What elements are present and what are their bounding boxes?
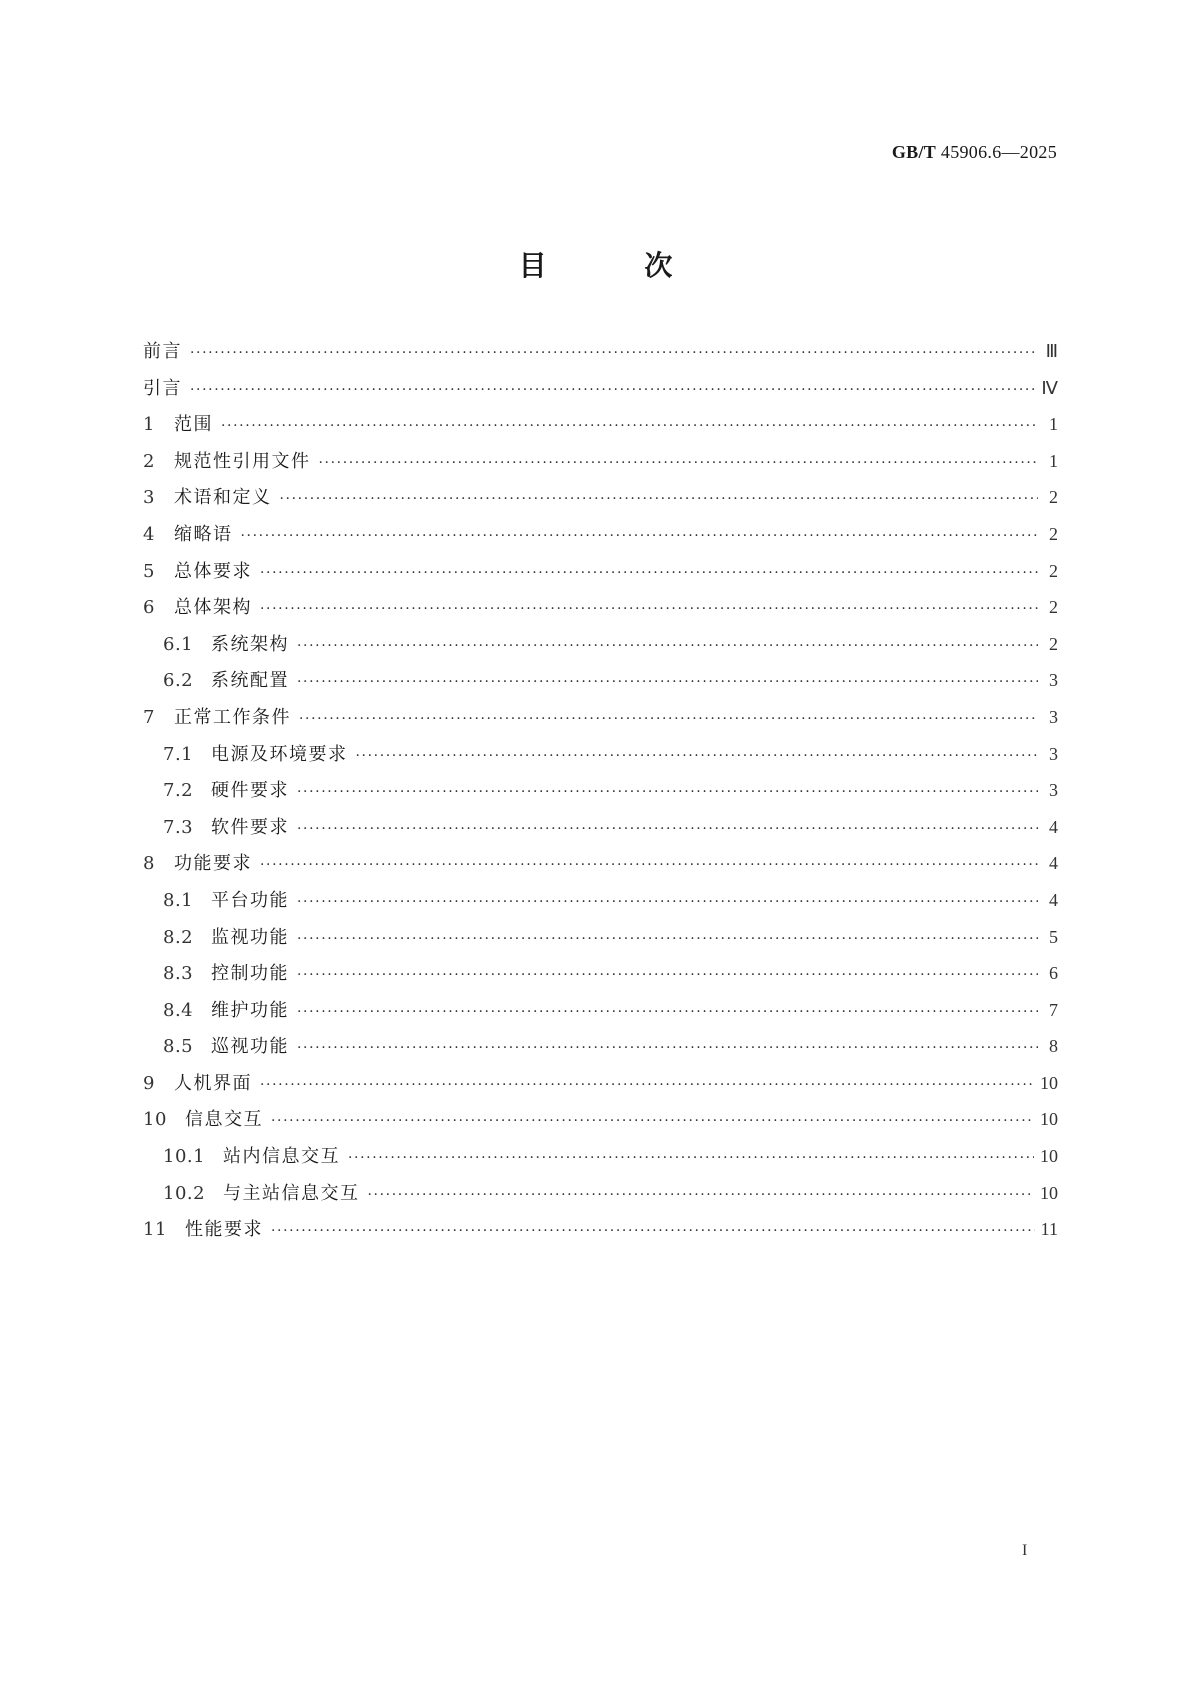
toc-entry-label: 控制功能 <box>211 963 289 985</box>
toc-entry-number: 4 <box>143 523 155 545</box>
toc-entry-label: 电源及环境要求 <box>211 743 348 765</box>
toc-entry-number: 7.2 <box>163 780 194 802</box>
page-number: I <box>1022 1542 1028 1559</box>
toc-dot-leader <box>260 565 1038 581</box>
toc-dot-leader <box>260 601 1038 617</box>
toc-dot-leader <box>368 1187 1035 1203</box>
toc-entry-page: 2 <box>1049 560 1058 581</box>
toc-entry-label: 信息交互 <box>185 1109 263 1131</box>
toc-dot-leader <box>221 418 1038 434</box>
toc-entry-page: 11 <box>1040 1219 1058 1240</box>
toc-entry-label: 引言 <box>143 377 182 399</box>
toc-entry-label: 硬件要求 <box>211 780 289 802</box>
toc-entry[interactable] <box>143 1179 1058 1216</box>
toc-entry-number: 2 <box>143 450 155 472</box>
toc-entry-label: 前言 <box>143 341 182 362</box>
toc-entry[interactable] <box>143 557 1058 594</box>
toc-entry-number: 7.3 <box>163 816 194 838</box>
toc-entry[interactable] <box>143 740 1058 777</box>
toc-entry-label: 系统架构 <box>211 633 289 655</box>
toc-entry-page: Ⅲ <box>1045 341 1058 361</box>
toc-entry-label: 巡视功能 <box>211 1036 289 1058</box>
toc-entry-number: 9 <box>143 1072 155 1094</box>
toc-entry[interactable] <box>143 666 1058 703</box>
toc-dot-leader <box>241 528 1039 544</box>
toc-entry-number: 11 <box>143 1219 167 1241</box>
toc-entry[interactable] <box>143 593 1058 630</box>
toc-entry-label: 范围 <box>174 414 213 436</box>
toc-entry-page: 10 <box>1040 1146 1058 1167</box>
toc-entry-label: 性能要求 <box>185 1219 263 1241</box>
toc-dot-leader <box>297 967 1038 983</box>
toc-entry[interactable] <box>143 1032 1058 1069</box>
toc-dot-leader <box>260 857 1038 873</box>
toc-entry-page: 10 <box>1040 1072 1058 1093</box>
toc-dot-leader <box>299 711 1038 727</box>
toc-dot-leader <box>271 1113 1034 1129</box>
toc-entry-page: Ⅳ <box>1041 377 1058 398</box>
toc-entry-label: 维护功能 <box>211 999 289 1021</box>
toc-entry-number: 8.2 <box>163 926 194 948</box>
toc-entry-number: 8.4 <box>163 999 194 1021</box>
toc-entry[interactable] <box>143 1142 1058 1179</box>
toc-dot-leader <box>190 345 1038 361</box>
toc-entry-page: 7 <box>1049 999 1058 1020</box>
toc-entry-page: 6 <box>1049 963 1058 984</box>
toc-entry[interactable] <box>143 923 1058 960</box>
toc-entry-page: 3 <box>1049 706 1058 727</box>
toc-entry-label: 平台功能 <box>211 889 289 911</box>
toc-entry-number: 10.2 <box>163 1182 206 1204</box>
toc-entry-page: 4 <box>1049 889 1058 910</box>
toc-entry-label: 系统配置 <box>211 670 289 692</box>
toc-entry-number: 6 <box>143 597 155 619</box>
toc-dot-leader <box>297 1040 1038 1056</box>
standard-prefix: GB/T <box>891 142 937 162</box>
toc-entry-page: 10 <box>1040 1182 1058 1203</box>
toc-entry-label: 规范性引用文件 <box>174 450 311 472</box>
toc-entry-label: 术语和定义 <box>174 487 272 509</box>
toc-dot-leader <box>190 382 1035 398</box>
toc-entry-label: 监视功能 <box>211 926 289 948</box>
toc-entry-number: 10 <box>143 1109 167 1131</box>
toc-entry-number: 8.3 <box>163 963 194 985</box>
standard-code <box>892 142 1057 163</box>
toc-entry-number: 7 <box>143 706 155 728</box>
standard-number: 45906.6—2025 <box>940 142 1057 162</box>
toc-entry-number: 6.1 <box>163 633 194 655</box>
toc-entry-number: 10.1 <box>163 1146 206 1168</box>
toc-entry[interactable] <box>143 374 1058 411</box>
toc-entry-number: 1 <box>143 414 155 436</box>
toc-entry-label: 总体架构 <box>174 597 252 619</box>
toc-dot-leader <box>297 894 1038 910</box>
toc-title: 目 次 <box>518 249 717 282</box>
toc-dot-leader <box>260 1077 1034 1093</box>
toc-entry-page: 2 <box>1049 523 1058 544</box>
toc-entry-number: 8 <box>143 853 155 875</box>
toc-dot-leader <box>297 784 1038 800</box>
toc-entry[interactable] <box>143 483 1058 520</box>
toc-entry-label: 与主站信息交互 <box>223 1182 360 1204</box>
toc-dot-leader <box>297 1004 1038 1020</box>
toc-entry-page: 10 <box>1040 1109 1058 1130</box>
toc-dot-leader <box>297 821 1038 837</box>
toc-entry-page: 3 <box>1049 670 1058 691</box>
toc-entry[interactable] <box>143 1069 1058 1106</box>
toc-entry-page: 2 <box>1049 487 1058 508</box>
toc-dot-leader <box>297 931 1038 947</box>
toc-entry[interactable] <box>143 447 1058 484</box>
toc-entry-label: 缩略语 <box>174 523 233 545</box>
toc-entry[interactable] <box>143 996 1058 1033</box>
toc-entry-number: 6.2 <box>163 670 194 692</box>
toc-entry[interactable] <box>143 520 1058 557</box>
toc-entry-label: 人机界面 <box>174 1072 252 1094</box>
toc-entry-page: 4 <box>1049 816 1058 837</box>
toc-entry[interactable] <box>143 959 1058 996</box>
table-of-contents <box>143 337 1058 1252</box>
toc-entry-label: 总体要求 <box>174 560 252 582</box>
toc-entry-page: 2 <box>1049 597 1058 618</box>
toc-entry-page: 8 <box>1049 1036 1058 1057</box>
toc-dot-leader <box>348 1150 1034 1166</box>
toc-entry-label: 站内信息交互 <box>223 1146 340 1168</box>
toc-entry[interactable] <box>143 410 1058 447</box>
toc-entry[interactable] <box>143 776 1058 813</box>
toc-dot-leader <box>319 455 1039 471</box>
toc-entry[interactable] <box>143 337 1058 374</box>
toc-entry-label: 功能要求 <box>174 853 252 875</box>
toc-entry-page: 3 <box>1049 743 1058 764</box>
toc-entry[interactable] <box>143 1215 1058 1252</box>
toc-entry-number: 7.1 <box>163 743 194 765</box>
toc-dot-leader <box>271 1223 1035 1239</box>
toc-entry[interactable] <box>143 849 1058 886</box>
toc-entry-page: 3 <box>1049 780 1058 801</box>
toc-entry-label: 正常工作条件 <box>174 706 291 728</box>
toc-dot-leader <box>297 674 1038 690</box>
toc-entry[interactable] <box>143 630 1058 667</box>
toc-entry-page: 5 <box>1049 926 1058 947</box>
toc-entry-page: 2 <box>1049 633 1058 654</box>
toc-entry-number: 5 <box>143 560 155 582</box>
toc-entry[interactable] <box>143 1105 1058 1142</box>
toc-entry[interactable] <box>143 813 1058 850</box>
toc-entry[interactable] <box>143 703 1058 740</box>
toc-entry-page: 1 <box>1049 450 1058 471</box>
toc-entry-number: 8.1 <box>163 889 194 911</box>
toc-entry-page: 4 <box>1049 853 1058 874</box>
toc-entry-label: 软件要求 <box>211 816 289 838</box>
toc-entry-number: 3 <box>143 487 155 509</box>
toc-dot-leader <box>356 748 1039 764</box>
toc-entry-page: 1 <box>1049 414 1058 435</box>
toc-entry[interactable] <box>143 886 1058 923</box>
toc-dot-leader <box>297 638 1038 654</box>
toc-dot-leader <box>280 491 1039 507</box>
toc-entry-number: 8.5 <box>163 1036 194 1058</box>
